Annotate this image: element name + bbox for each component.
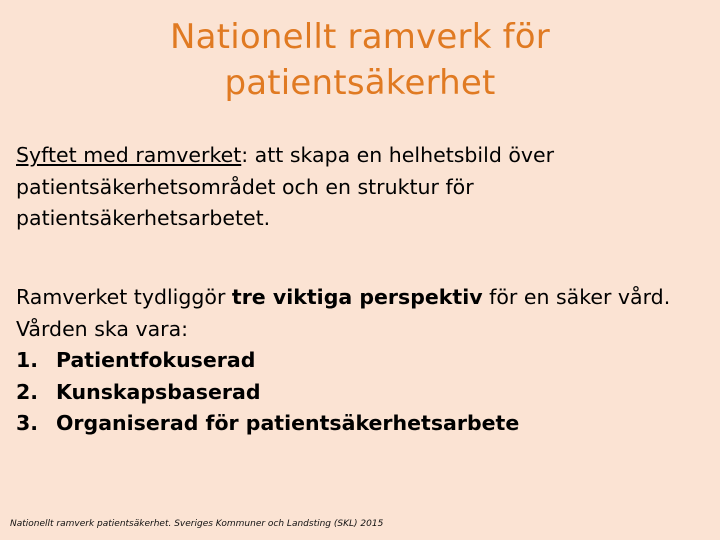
purpose-label: Syftet med ramverket	[16, 143, 242, 167]
title-line-1: Nationellt ramverk för	[170, 17, 550, 57]
purpose-text-first: : att skapa en helhetsbild över	[241, 143, 555, 167]
purpose-line-3: patientsäkerhetsarbetet.	[16, 206, 271, 230]
perspectives-lead: Vården ska vara:	[16, 316, 189, 341]
list-item-number: 3.	[16, 411, 39, 435]
list-item	[16, 345, 716, 377]
purpose-line-2: patientsäkerhetsområdet och en struktur för	[16, 174, 474, 199]
purpose-line-1	[16, 140, 716, 172]
list-item	[16, 377, 716, 409]
intro-bold: tre viktiga perspektiv	[231, 285, 483, 309]
perspectives-intro	[16, 282, 716, 314]
list-item-label: Organiserad för patientsäkerhetsarbete	[56, 411, 520, 435]
title-line-2: patientsäkerhet	[224, 63, 496, 103]
intro-after: för en säker vård.	[482, 285, 671, 309]
source-footer: Nationellt ramverk patientsäkerhet. Sveriges Kommuner och Landsting (SKL) 2015	[10, 519, 384, 529]
list-item	[16, 408, 716, 440]
list-item-label: Patientfokuserad	[56, 348, 256, 372]
purpose-paragraph	[16, 140, 716, 235]
list-item-number: 1.	[16, 348, 39, 372]
intro-before: Ramverket tydliggör	[16, 285, 232, 309]
list-item-label: Kunskapsbaserad	[56, 379, 261, 404]
perspectives-paragraph	[16, 282, 716, 440]
list-item-number: 2.	[16, 379, 39, 404]
slide-title	[60, 14, 660, 106]
